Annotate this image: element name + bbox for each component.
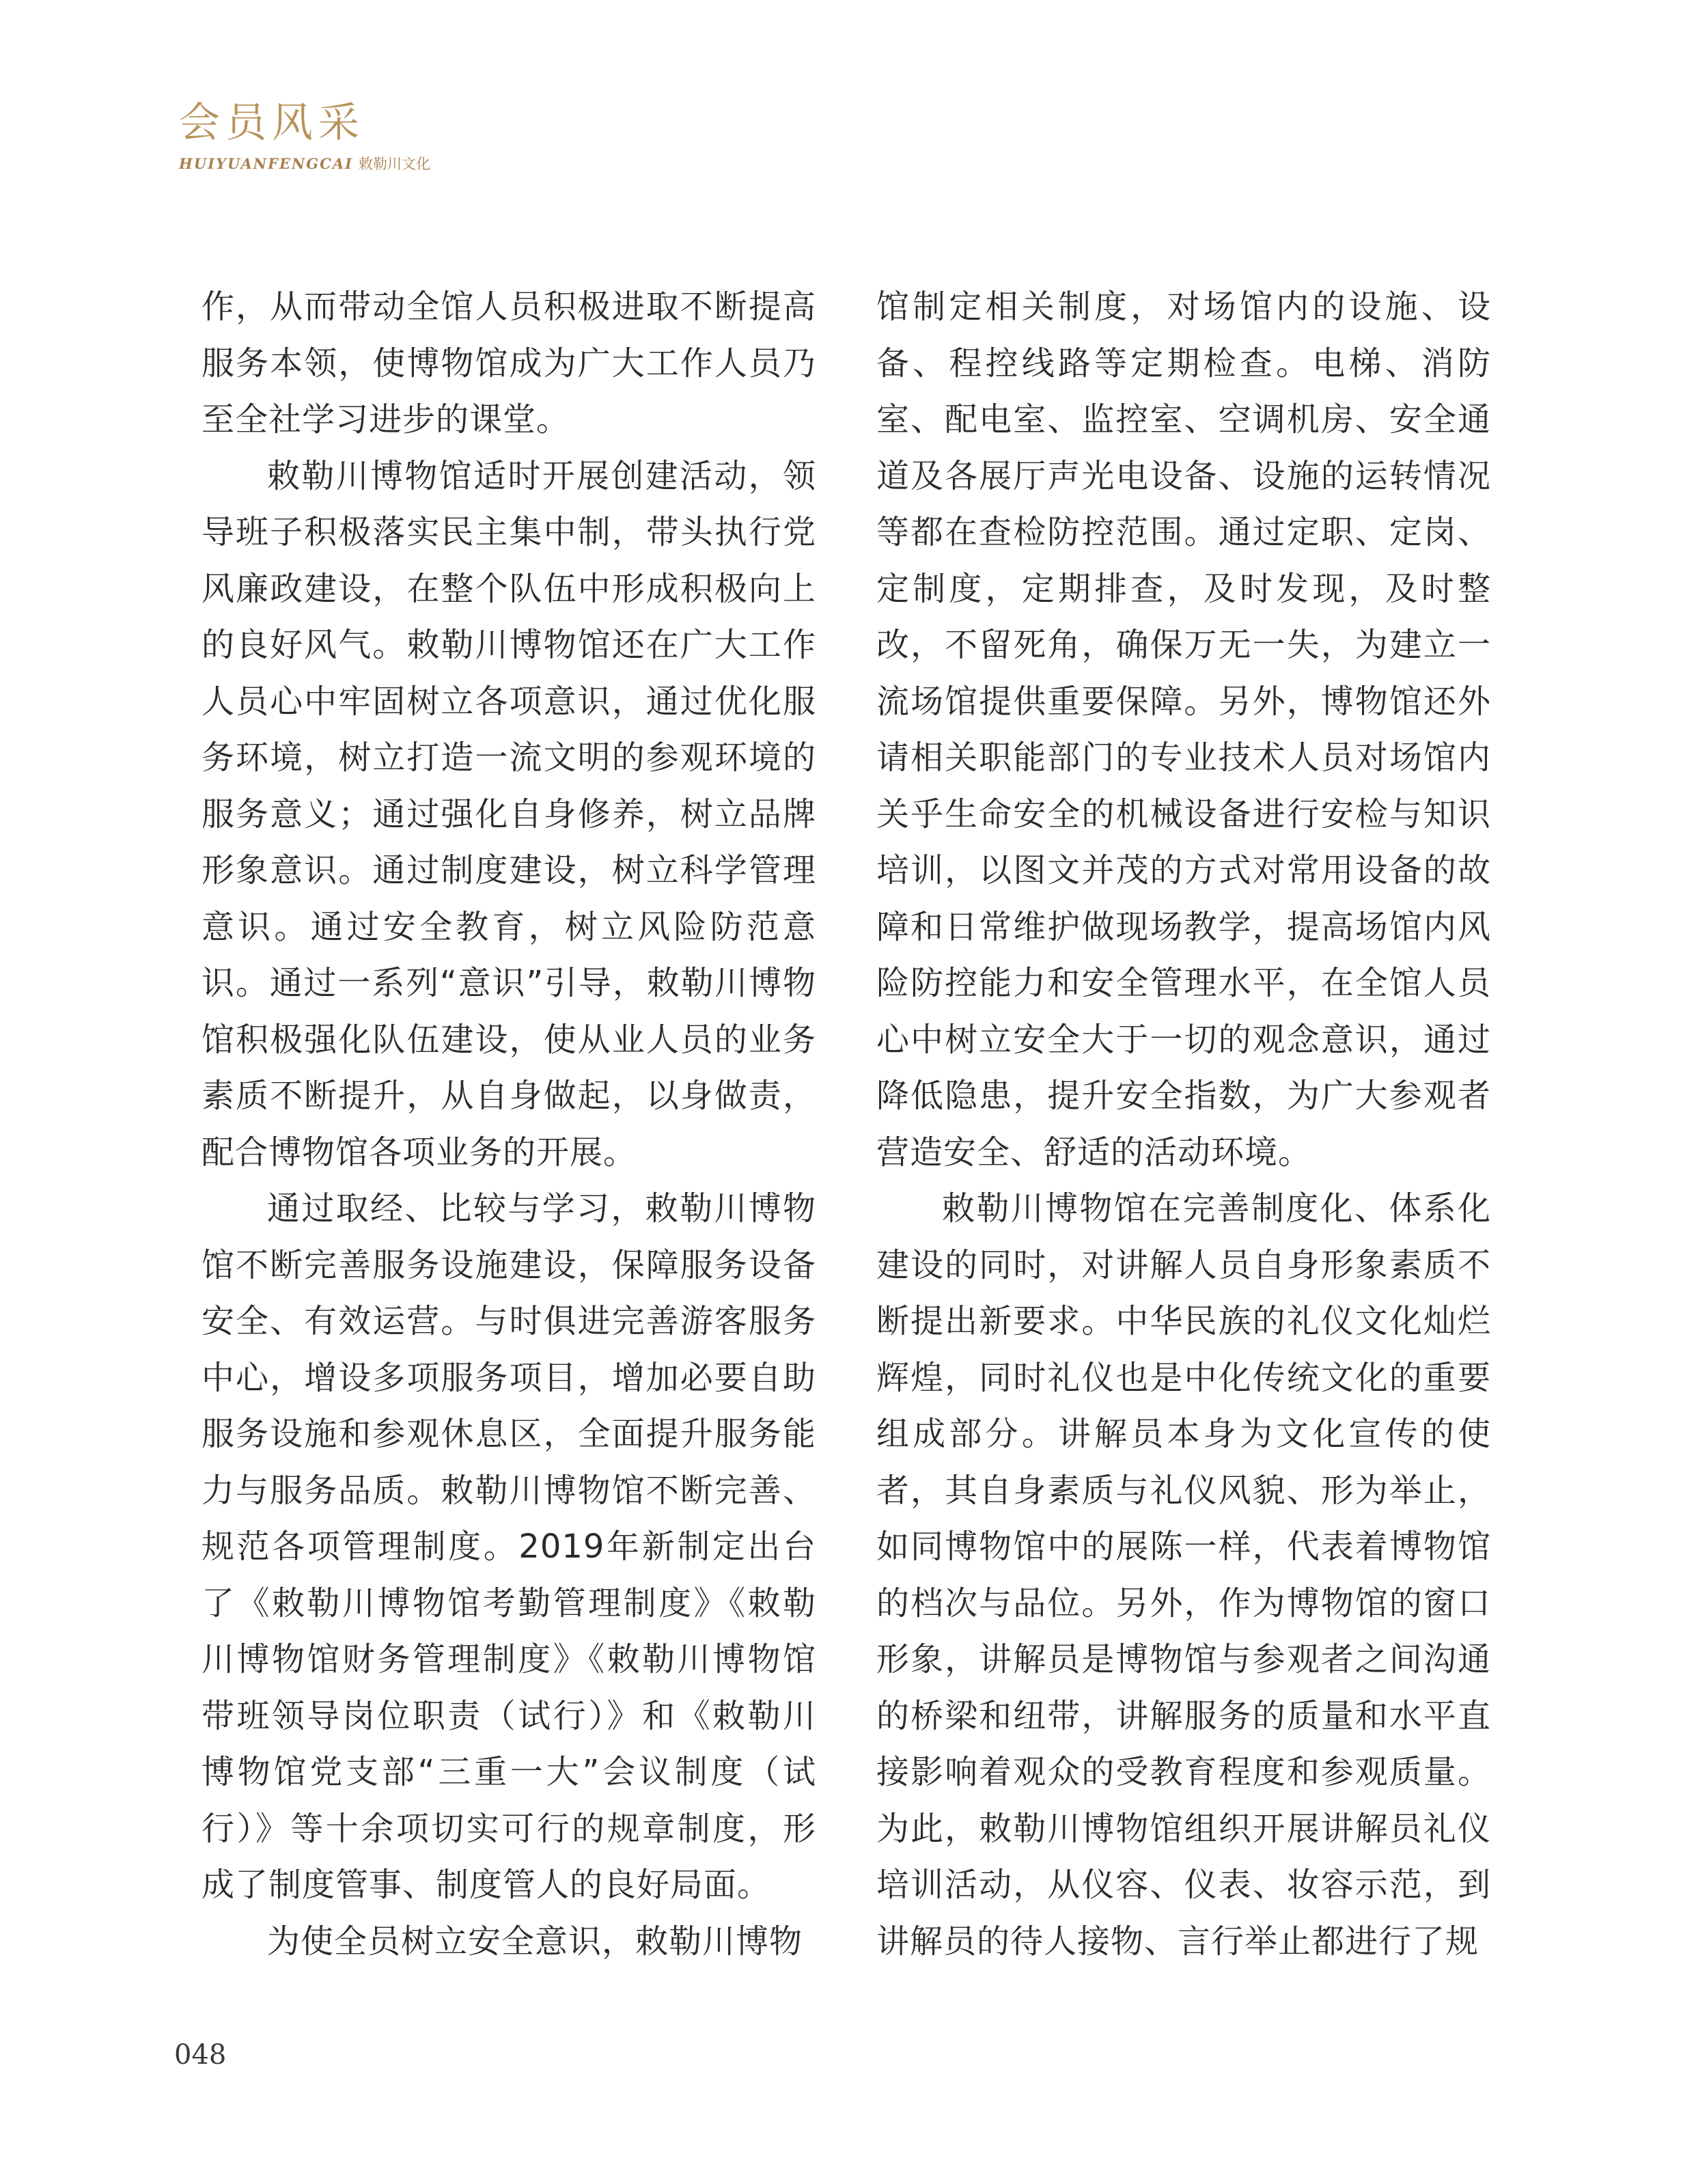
section-header <box>179 99 431 174</box>
paragraph: 作，从而带动全馆人员积极进取不断提高服务本领，使博物馆成为广大工作人员乃至全社学习进步的课堂。 <box>201 288 816 439</box>
left-column <box>201 279 816 1969</box>
page-number: 048 <box>174 2039 227 2071</box>
paragraph: 馆制定相关制度，对场馆内的设施、设备、程控线路等定期检查。电梯、消防室、配电室、监控室、空调机房、安全通道及各展厅声光电设备、设施的运转情况等都在查检防控范围。通过定职、定岗、定制度，定期排查，及时发现，及时整改，不留死角，确保万无一失，为建立一流场馆提供重要保障。另外，博物馆还外请相关职能部门的专业技术人员对场馆内关乎生命安全的机械设备进行安检与知识培训，以图文并茂的方式对常用设备的故障和日常维护做现场教学，提高场馆内风险防控能力和安全管理水平，在全馆人员心中树立安全大于一切的观念意识，通过降低隐患，提升安全指数，为广大参观者营造安全、舒适的活动环境。 <box>876 288 1491 1172</box>
paragraph: 通过取经、比较与学习，敕勒川博物馆不断完善服务设施建设，保障服务设备安全、有效运营。与时俱进完善游客服务中心，增设多项服务项目，增加必要自助服务设施和参观休息区，全面提升服务能力与服务品质。敕勒川博物馆不断完善、规范各项管理制度。2019年新制定出台了《敕勒川博物馆考勤管理制度》《敕勒川博物馆财务管理制度》《敕勒川博物馆带班领导岗位职责（试行）》和《敕勒川博物馆党支部“三重一大”会议制度（试行）》等十余项切实可行的规章制度，形成了制度管事、制度管人的良好局面。 <box>201 1189 816 1904</box>
section-subtitle-cn: 敕勒川文化 <box>359 156 431 172</box>
section-title: 会员风采 <box>179 99 365 147</box>
section-subtitle-latin: HUIYUANFENGCAI <box>179 155 354 172</box>
paragraph: 敕勒川博物馆在完善制度化、体系化建设的同时，对讲解人员自身形象素质不断提出新要求。中华民族的礼仪文化灿烂辉煌，同时礼仪也是中化传统文化的重要组成部分。讲解员本身为文化宣传的使者，其自身素质与礼仪风貌、形为举止，如同博物馆中的展陈一样，代表着博物馆的档次与品位。另外，作为博物馆的窗口形象，讲解员是博物馆与参观者之间沟通的桥梁和纽带，讲解服务的质量和水平直接影响着观众的受教育程度和参观质量。为此，敕勒川博物馆组织开展讲解员礼仪培训活动，从仪容、仪表、妆容示范，到讲解员的待人接物、言行举止都进行了规 <box>876 1189 1491 1961</box>
paragraph: 敕勒川博物馆适时开展创建活动，领导班子积极落实民主集中制，带头执行党风廉政建设，在整个队伍中形成积极向上的良好风气。敕勒川博物馆还在广大工作人员心中牢固树立各项意识，通过优化服务环境，树立打造一流文明的参观环境的服务意义；通过强化自身修养，树立品牌形象意识。通过制度建设，树立科学管理意识。通过安全教育，树立风险防范意识。通过一系列“意识”引导，敕勒川博物馆积极强化队伍建设，使从业人员的业务素质不断提升，从自身做起，以身做责，配合博物馆各项业务的开展。 <box>201 456 816 1172</box>
section-subtitle <box>179 153 430 174</box>
paragraph: 为使全员树立安全意识，敕勒川博物 <box>267 1922 803 1961</box>
right-column <box>876 279 1491 1969</box>
